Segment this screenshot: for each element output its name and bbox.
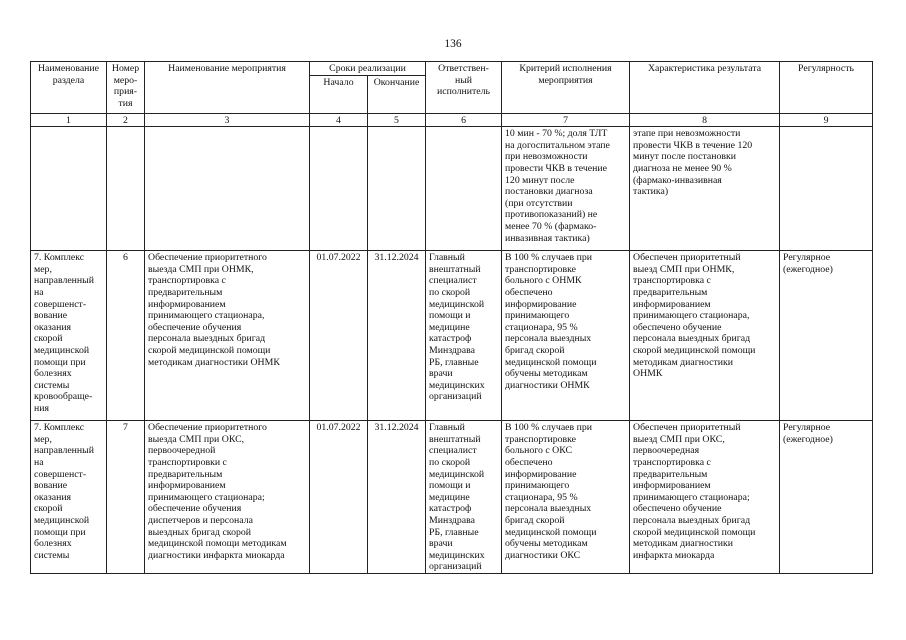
text-line: 10 мин - 70 %; доля ТЛТ bbox=[505, 128, 608, 140]
text-line: принимающего стационара, bbox=[148, 310, 265, 322]
text-line: медицинских bbox=[429, 549, 485, 561]
text-line: Номер bbox=[111, 63, 140, 74]
cell-executor bbox=[426, 251, 502, 421]
text-line: медицинской помощи методикам bbox=[148, 538, 287, 550]
text-line: первоочередная bbox=[633, 445, 700, 457]
cell-end: 31.12.2024 bbox=[368, 251, 426, 421]
header-start: Начало bbox=[310, 75, 368, 113]
text-line: инфаркта миокарда bbox=[633, 549, 715, 561]
text-line: катастроф bbox=[429, 333, 472, 345]
text-line: врачи bbox=[429, 368, 453, 380]
text-line: В 100 % случаев при bbox=[505, 252, 592, 264]
text-line: предварительным bbox=[148, 468, 223, 480]
cell-section bbox=[31, 251, 107, 421]
text-line: транспортировке bbox=[505, 433, 576, 445]
header-end: Окончание bbox=[368, 75, 426, 113]
text-line: стационара, 95 % bbox=[505, 321, 578, 333]
text-line: Обеспечение приоритетного bbox=[148, 252, 267, 264]
text-line: медицинских bbox=[429, 379, 485, 391]
text-line: Минздрава bbox=[429, 514, 475, 526]
text-line: системы bbox=[34, 549, 70, 561]
text-line: Обеспечен приоритетный bbox=[633, 422, 741, 434]
cell-activity bbox=[145, 127, 310, 251]
text-line: провести ЧКВ в течение 120 bbox=[633, 139, 753, 151]
text-line: ный bbox=[454, 74, 473, 86]
column-number: 1 bbox=[31, 113, 107, 127]
text-line: по скорой bbox=[429, 286, 471, 298]
text-line: диагностики ОНМК bbox=[505, 379, 590, 391]
text-line: 120 минут после bbox=[505, 174, 575, 186]
text-line: диагностики инфаркта миокарда bbox=[148, 549, 285, 561]
text-line: обеспечено bbox=[505, 286, 553, 298]
text-line: принимающего bbox=[505, 480, 570, 492]
column-number: 6 bbox=[426, 113, 502, 127]
text-line: информированием bbox=[633, 298, 711, 310]
text-line: принимающего стационара, bbox=[633, 310, 750, 322]
text-line: врачи bbox=[429, 538, 453, 550]
text-line: предварительным bbox=[633, 468, 708, 480]
column-number: 2 bbox=[107, 113, 145, 127]
text-line: скорой медицинской помощи bbox=[148, 344, 271, 356]
text-line: обеспечено bbox=[505, 456, 553, 468]
page-number: 136 bbox=[444, 38, 462, 50]
text-line: медицинской bbox=[34, 344, 90, 356]
text-line: диагноза не менее 90 % bbox=[633, 162, 732, 174]
column-number: 4 bbox=[310, 113, 368, 127]
text-line: направленный bbox=[34, 445, 94, 457]
text-line: транспортировки с bbox=[148, 456, 227, 468]
text-line: обучены методикам bbox=[505, 368, 588, 380]
text-line: мероприятия bbox=[538, 74, 593, 86]
header-regularity: Регулярность bbox=[780, 62, 873, 114]
text-line: принимающего стационара; bbox=[148, 491, 265, 503]
text-line: раздела bbox=[52, 74, 85, 86]
text-line: транспортировка с bbox=[633, 456, 711, 468]
header-executor bbox=[426, 62, 502, 114]
text-line: принимающего стационара; bbox=[633, 491, 750, 503]
text-line: Ответствен- bbox=[438, 63, 489, 74]
text-line: специалист bbox=[429, 445, 477, 457]
text-line: информированием bbox=[148, 480, 226, 492]
text-line: организаций bbox=[429, 561, 482, 573]
text-line: Главный bbox=[429, 252, 465, 264]
text-line: постановки диагноза bbox=[505, 186, 593, 198]
text-line: внештатный bbox=[429, 433, 481, 445]
text-line: выездных бригад скорой bbox=[148, 526, 252, 538]
text-line: транспортировка с bbox=[148, 275, 226, 287]
text-line: менее 70 % (фармако- bbox=[505, 220, 597, 232]
text-line: больного с ОКС bbox=[505, 445, 573, 457]
text-line: помощи и bbox=[429, 480, 471, 492]
text-line: Критерий исполнения bbox=[519, 63, 612, 74]
text-line: методикам диагностики bbox=[633, 538, 734, 550]
text-line: персонала выездных бригад bbox=[148, 333, 266, 345]
table-row bbox=[31, 421, 873, 574]
text-line: медицинской помощи bbox=[505, 356, 597, 368]
text-line: информированием bbox=[633, 480, 711, 492]
text-line: совершенст- bbox=[34, 298, 87, 310]
cell-criterion bbox=[502, 421, 630, 574]
cell-start: 01.07.2022 bbox=[310, 251, 368, 421]
text-line: тия bbox=[118, 97, 133, 109]
text-line: (ежегодное) bbox=[783, 263, 833, 275]
text-line: оказания bbox=[34, 491, 72, 503]
cell-regularity bbox=[780, 127, 873, 251]
text-line: тактика) bbox=[633, 186, 669, 198]
text-line: обеспечено обучение bbox=[633, 503, 722, 515]
text-line: транспортировка с bbox=[633, 275, 711, 287]
text-line: медицинской bbox=[429, 298, 485, 310]
header-number bbox=[107, 62, 145, 114]
cell-start: 01.07.2022 bbox=[310, 421, 368, 574]
text-line: скорой медицинской помощи bbox=[633, 344, 756, 356]
text-line: вование bbox=[34, 310, 68, 322]
cell-result bbox=[630, 421, 780, 574]
column-number-row bbox=[31, 113, 873, 127]
text-line: совершенст- bbox=[34, 468, 87, 480]
text-line: персонала выездных бригад bbox=[633, 514, 751, 526]
text-line: (ежегодное) bbox=[783, 433, 833, 445]
text-line: В 100 % случаев при bbox=[505, 422, 592, 434]
cell-section bbox=[31, 421, 107, 574]
text-line: РБ, главные bbox=[429, 356, 479, 368]
text-line: при невозможности bbox=[505, 151, 588, 163]
text-line: первоочередной bbox=[148, 445, 216, 457]
text-line: болезнях bbox=[34, 368, 72, 380]
text-line: на bbox=[34, 286, 44, 298]
text-line: мер, bbox=[34, 263, 52, 275]
text-line: персонала выездных bbox=[505, 333, 592, 345]
text-line: внештатный bbox=[429, 263, 481, 275]
cell-number: 7 bbox=[107, 421, 145, 574]
text-line: медицине bbox=[429, 321, 470, 333]
text-line: минут после постановки bbox=[633, 151, 737, 163]
cell-regularity bbox=[780, 251, 873, 421]
text-line: медицинской bbox=[429, 468, 485, 480]
text-line: Обеспечение приоритетного bbox=[148, 422, 267, 434]
text-line: скорой bbox=[34, 333, 63, 345]
text-line: методикам диагностики bbox=[633, 356, 734, 368]
text-line: информирование bbox=[505, 468, 577, 480]
text-line: персонала выездных bbox=[505, 503, 592, 515]
text-line: Обеспечен приоритетный bbox=[633, 252, 741, 264]
cell-criterion bbox=[502, 127, 630, 251]
header-criterion bbox=[502, 62, 630, 114]
text-line: бригад скорой bbox=[505, 514, 565, 526]
text-line: больного с ОНМК bbox=[505, 275, 582, 287]
text-line: диагностики ОКС bbox=[505, 549, 581, 561]
text-line: вование bbox=[34, 480, 68, 492]
text-line: предварительным bbox=[633, 286, 708, 298]
text-line: этапе при невозможности bbox=[633, 128, 741, 140]
text-line: Наименование bbox=[37, 63, 100, 74]
text-line: стационара, 95 % bbox=[505, 491, 578, 503]
header-section bbox=[31, 62, 107, 114]
text-line: специалист bbox=[429, 275, 477, 287]
text-line: меро- bbox=[113, 74, 138, 86]
text-line: РБ, главные bbox=[429, 526, 479, 538]
cell-regularity bbox=[780, 421, 873, 574]
text-line: мер, bbox=[34, 433, 52, 445]
text-line: диспетчеров и персонала bbox=[148, 514, 253, 526]
text-line: Регулярное bbox=[783, 252, 831, 264]
header-row bbox=[31, 62, 873, 76]
text-line: скорой bbox=[34, 503, 63, 515]
text-line: помощи при bbox=[34, 526, 86, 538]
text-line: обеспечение обучения bbox=[148, 321, 242, 333]
text-line: направленный bbox=[34, 275, 94, 287]
text-line: транспортировке bbox=[505, 263, 576, 275]
text-line: выезд СМП при ОНМК, bbox=[633, 263, 735, 275]
column-number: 7 bbox=[502, 113, 630, 127]
cell-start bbox=[310, 127, 368, 251]
text-line: (фармако-инвазивная bbox=[633, 174, 722, 186]
text-line: системы bbox=[34, 379, 70, 391]
text-line: помощи и bbox=[429, 310, 471, 322]
cell-end bbox=[368, 127, 426, 251]
header-activity: Наименование мероприятия bbox=[145, 62, 310, 114]
column-number: 9 bbox=[780, 113, 873, 127]
cell-executor bbox=[426, 421, 502, 574]
continuation-row bbox=[31, 127, 873, 251]
plan-table bbox=[30, 61, 873, 574]
text-line: принимающего bbox=[505, 310, 570, 322]
text-line: медицинской bbox=[34, 514, 90, 526]
text-line: помощи при bbox=[34, 356, 86, 368]
text-line: медицинской помощи bbox=[505, 526, 597, 538]
text-line: ния bbox=[34, 402, 49, 414]
cell-criterion bbox=[502, 251, 630, 421]
text-line: выезд СМП при ОКС, bbox=[633, 433, 725, 445]
text-line: катастроф bbox=[429, 503, 472, 515]
text-line: на bbox=[34, 456, 44, 468]
text-line: Главный bbox=[429, 422, 465, 434]
text-line: прия- bbox=[113, 86, 138, 98]
cell-executor bbox=[426, 127, 502, 251]
cell-section bbox=[31, 127, 107, 251]
text-line: информированием bbox=[148, 298, 226, 310]
header-terms: Сроки реализации bbox=[310, 62, 426, 76]
text-line: Регулярное bbox=[783, 422, 831, 434]
text-line: медицине bbox=[429, 491, 470, 503]
table-row bbox=[31, 251, 873, 421]
text-line: 7. Комплекс bbox=[34, 422, 85, 434]
column-number: 5 bbox=[368, 113, 426, 127]
text-line: Минздрава bbox=[429, 344, 475, 356]
cell-activity bbox=[145, 251, 310, 421]
cell-end: 31.12.2024 bbox=[368, 421, 426, 574]
text-line: исполнитель bbox=[437, 86, 490, 98]
text-line: по скорой bbox=[429, 456, 471, 468]
text-line: обучены методикам bbox=[505, 538, 588, 550]
cell-number bbox=[107, 127, 145, 251]
text-line: обеспечение обучения bbox=[148, 503, 242, 515]
cell-result bbox=[630, 127, 780, 251]
text-line: организаций bbox=[429, 391, 482, 403]
text-line: 7. Комплекс bbox=[34, 252, 85, 264]
column-number: 3 bbox=[145, 113, 310, 127]
text-line: информирование bbox=[505, 298, 577, 310]
text-line: ОНМК bbox=[633, 368, 663, 380]
cell-result bbox=[630, 251, 780, 421]
text-line: противопоказаний) не bbox=[505, 209, 598, 221]
text-line: предварительным bbox=[148, 286, 223, 298]
text-line: (при отсутствии bbox=[505, 197, 573, 209]
text-line: персонала выездных бригад bbox=[633, 333, 751, 345]
header-result: Характеристика результата bbox=[630, 62, 780, 114]
text-line: выезда СМП при ОНМК, bbox=[148, 263, 254, 275]
text-line: скорой медицинской помощи bbox=[633, 526, 756, 538]
text-line: выезда СМП при ОКС, bbox=[148, 433, 245, 445]
text-line: болезнях bbox=[34, 538, 72, 550]
text-line: бригад скорой bbox=[505, 344, 565, 356]
text-line: на догоспитальном этапе bbox=[505, 139, 610, 151]
column-number: 8 bbox=[630, 113, 780, 127]
cell-activity bbox=[145, 421, 310, 574]
text-line: обеспечено обучение bbox=[633, 321, 722, 333]
cell-number: 6 bbox=[107, 251, 145, 421]
text-line: провести ЧКВ в течение bbox=[505, 162, 607, 174]
text-line: оказания bbox=[34, 321, 72, 333]
text-line: инвазивная тактика) bbox=[505, 232, 590, 244]
text-line: методикам диагностики ОНМК bbox=[148, 356, 280, 368]
text-line: кровообраще- bbox=[34, 391, 93, 403]
